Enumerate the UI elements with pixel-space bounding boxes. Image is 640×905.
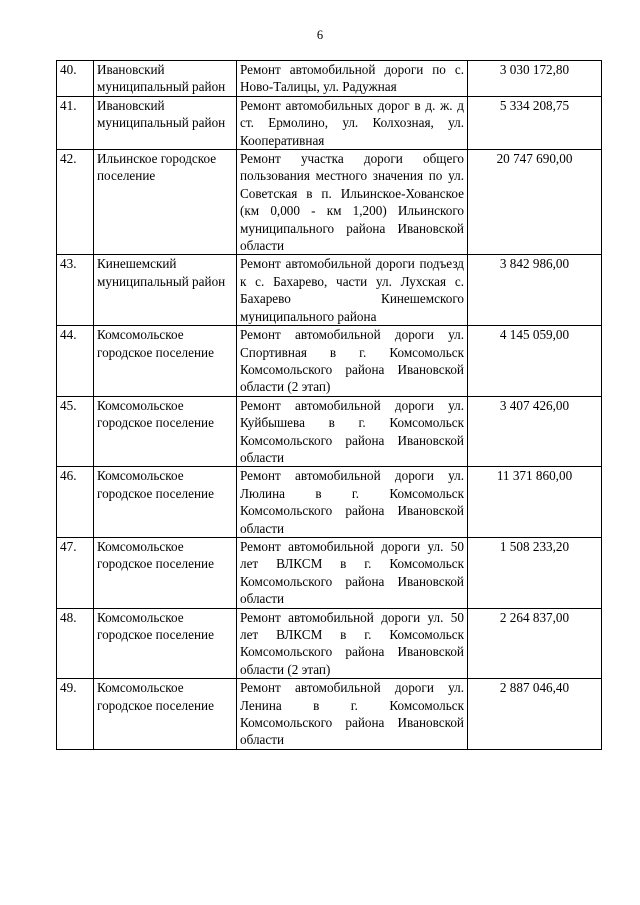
municipality-cell: Кинешемский муниципальный район [94, 255, 237, 326]
table-row [57, 537, 602, 608]
description-cell: Ремонт автомобильной дороги ул. Люлина в г. Комсомольск Комсомольского района Ивановской области [237, 467, 468, 538]
municipality-cell: Ивановский муниципальный район [94, 61, 237, 97]
description-cell: Ремонт автомобильной дороги по с. Ново-Талицы, ул. Радужная [237, 61, 468, 97]
row-number: 46. [57, 467, 94, 538]
municipality-cell: Ильинское городское поселение [94, 150, 237, 255]
description-cell: Ремонт автомобильной дороги ул. Ленина в г. Комсомольск Комсомольского района Ивановской области [237, 679, 468, 750]
road-repair-table [56, 60, 602, 750]
row-number: 47. [57, 537, 94, 608]
description-cell: Ремонт автомобильной дороги ул. Спортивная в г. Комсомольск Комсомольского района Ивановской области (2 этап) [237, 326, 468, 397]
description-cell: Ремонт автомобильной дороги ул. Куйбышева в г. Комсомольск Комсомольского района Ивановской области [237, 396, 468, 467]
amount-cell: 2 887 046,40 [468, 679, 602, 750]
amount-cell: 5 334 208,75 [468, 96, 602, 149]
description-cell: Ремонт участка дороги общего пользования местного значения по ул. Советская в п. Ильинское-Хованское (км 0,000 - км 1,200) Ильинского муниципального района Ивановской области [237, 150, 468, 255]
municipality-cell: Комсомольское городское поселение [94, 608, 237, 679]
amount-cell: 1 508 233,20 [468, 537, 602, 608]
municipality-cell: Комсомольское городское поселение [94, 467, 237, 538]
description-cell: Ремонт автомобильной дороги подъезд к с. Бахарево, части ул. Лухская с. Бахарево Кинешемского муниципального района [237, 255, 468, 326]
municipality-cell: Ивановский муниципальный район [94, 96, 237, 149]
row-number: 45. [57, 396, 94, 467]
municipality-cell: Комсомольское городское поселение [94, 326, 237, 397]
municipality-cell: Комсомольское городское поселение [94, 679, 237, 750]
municipality-cell: Комсомольское городское поселение [94, 396, 237, 467]
municipality-cell: Комсомольское городское поселение [94, 537, 237, 608]
table-row [57, 679, 602, 750]
amount-cell: 4 145 059,00 [468, 326, 602, 397]
row-number: 40. [57, 61, 94, 97]
amount-cell: 3 030 172,80 [468, 61, 602, 97]
row-number: 48. [57, 608, 94, 679]
table-body [57, 61, 602, 750]
table-row [57, 150, 602, 255]
row-number: 41. [57, 96, 94, 149]
table-row [57, 255, 602, 326]
row-number: 49. [57, 679, 94, 750]
table-row [57, 396, 602, 467]
table-row [57, 326, 602, 397]
row-number: 43. [57, 255, 94, 326]
table-row [57, 96, 602, 149]
row-number: 44. [57, 326, 94, 397]
amount-cell: 11 371 860,00 [468, 467, 602, 538]
row-number: 42. [57, 150, 94, 255]
description-cell: Ремонт автомобильных дорог в д. ж. д ст. Ермолино, ул. Колхозная, ул. Кооперативная [237, 96, 468, 149]
amount-cell: 3 842 986,00 [468, 255, 602, 326]
amount-cell: 2 264 837,00 [468, 608, 602, 679]
table-row [57, 467, 602, 538]
amount-cell: 3 407 426,00 [468, 396, 602, 467]
description-cell: Ремонт автомобильной дороги ул. 50 лет ВЛКСМ в г. Комсомольск Комсомольского района Ивановской области (2 этап) [237, 608, 468, 679]
amount-cell: 20 747 690,00 [468, 150, 602, 255]
table-row [57, 61, 602, 97]
page-number: 6 [316, 28, 324, 42]
description-cell: Ремонт автомобильной дороги ул. 50 лет ВЛКСМ в г. Комсомольск Комсомольского района Ивановской области [237, 537, 468, 608]
table-row [57, 608, 602, 679]
